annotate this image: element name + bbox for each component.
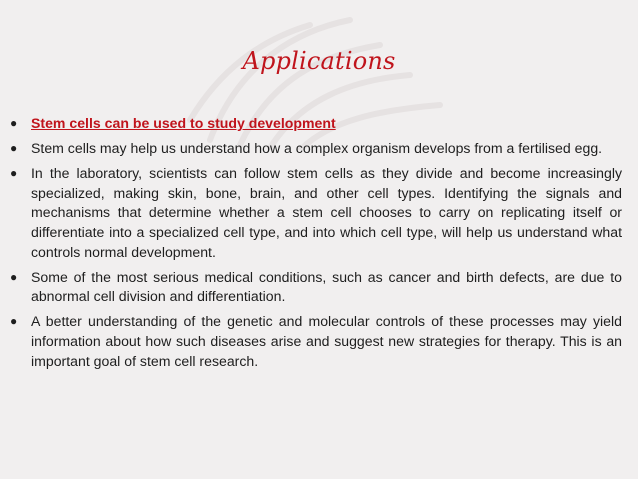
- bullet-item: [10, 114, 622, 134]
- bullet-dot-icon: ●: [10, 166, 18, 181]
- bullet-item: [10, 139, 622, 159]
- bullet-item: [10, 312, 622, 371]
- bullet-text: A better understanding of the genetic and molecular controls of these processes may yield information about how such diseases arise and suggest new strategies for therapy. This is an important goal of stem cell research.: [31, 313, 622, 369]
- bullet-text: Stem cells may help us understand how a complex organism develops from a fertilised egg.: [31, 140, 603, 157]
- bullet-item: [10, 268, 622, 307]
- bullet-text: Some of the most serious medical conditions, such as cancer and birth defects, are due to abnormal cell division and differentiation.: [31, 268, 622, 305]
- bullet-dot-icon: ●: [10, 116, 18, 130]
- bullet-dot-icon: ●: [10, 314, 18, 329]
- bullet-item: [10, 164, 622, 262]
- bullet-dot-icon: ●: [10, 269, 18, 284]
- bullet-text: In the laboratory, scientists can follow stem cells as they divide and become increasingly specialized, making skin, bone, brain, and other cell types. Identifying the signals and mechanisms that determine whether a stem cell chooses to carry on replicating itself or differentiate into a specialized cell type, and into which cell type, will help us understand what controls normal development.: [31, 165, 622, 260]
- bullet-heading-link: Stem cells can be used to study development: [31, 115, 336, 131]
- slide-title: Applications: [242, 47, 396, 75]
- bullet-dot-icon: ●: [10, 141, 18, 156]
- bullet-list: [10, 114, 622, 377]
